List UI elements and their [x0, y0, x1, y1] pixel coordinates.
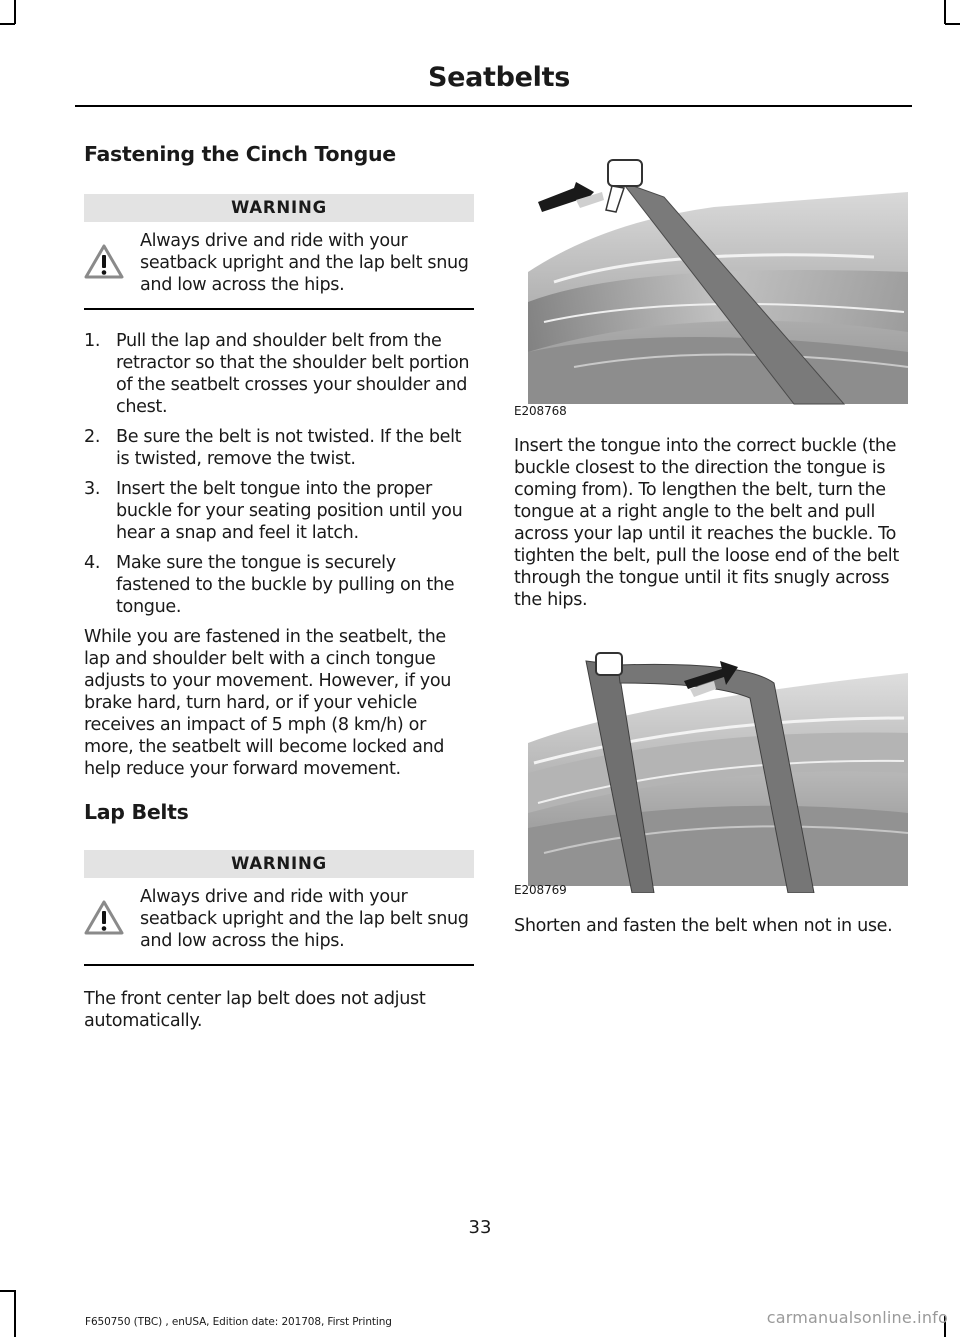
edition-footer: F650750 (TBC) , enUSA, Edition date: 201708, First Printing [85, 1316, 392, 1328]
seatbelt-tongue-illustration [514, 152, 908, 414]
tongue-paragraph: Insert the tongue into the correct buckle (the buckle closest to the direction the tongue is coming from). To lengthen the belt, turn the tongue at a right angle to the belt and pull across your lap until it reaches the buckle. To tighten the belt, pull the loose end of the belt through the tongue until it fits snugly across the hips. [514, 436, 899, 610]
warning-text: Always drive and ride with your seatback upright and the lap belt snug and low across the hips. [140, 231, 469, 295]
illustration-cinch-tongue [514, 152, 900, 418]
crop-mark [0, 23, 15, 25]
section-heading-lap-belts: Lap Belts [84, 800, 189, 824]
step-number: 3. [84, 479, 101, 499]
warning-triangle-icon [84, 244, 124, 280]
crop-mark [14, 1290, 16, 1337]
crop-mark [944, 0, 946, 24]
illustration-lap-belt [514, 643, 900, 897]
section-heading-cinch-tongue: Fastening the Cinch Tongue [84, 142, 396, 166]
warning-box [84, 850, 474, 966]
warning-box [84, 194, 474, 310]
step-number: 2. [84, 427, 101, 447]
step-number: 4. [84, 553, 101, 573]
warning-label: WARNING [84, 194, 474, 222]
list-item [84, 330, 474, 418]
figure-code: E208768 [514, 404, 567, 418]
page-title: Seatbelts [427, 62, 570, 93]
list-item [84, 426, 474, 470]
list-item [84, 478, 474, 544]
list-item [84, 552, 474, 618]
warning-body [84, 878, 474, 964]
warning-rule [84, 964, 474, 966]
step-text: Pull the lap and shoulder belt from the retractor so that the shoulder belt portion of the seatbelt crosses your shoulder and chest. [116, 331, 470, 417]
figure-code: E208769 [514, 883, 567, 897]
warning-label: WARNING [84, 850, 474, 878]
step-text: Insert the belt tongue into the proper buckle for your seating position until you hear a snap and feel it latch. [116, 479, 463, 543]
step-text: Make sure the tongue is securely fastened to the buckle by pulling on the tongue. [116, 553, 455, 617]
lap-paragraph: The front center lap belt does not adjust automatically. [84, 989, 426, 1031]
warning-text: Always drive and ride with your seatback upright and the lap belt snug and low across the hips. [140, 887, 469, 951]
header-rule [75, 105, 912, 107]
lap-belt-illustration [514, 643, 908, 893]
step-text: Be sure the belt is not twisted. If the belt is twisted, remove the twist. [116, 427, 462, 469]
page-number: 33 [468, 1217, 492, 1238]
warning-triangle-icon [84, 900, 124, 936]
left-column [84, 142, 474, 1032]
shorten-paragraph: Shorten and fasten the belt when not in use. [514, 916, 893, 936]
crop-mark [0, 1290, 15, 1292]
crop-mark [945, 23, 960, 25]
warning-body [84, 222, 474, 308]
warning-rule [84, 308, 474, 310]
crop-mark [14, 0, 16, 24]
right-column [514, 152, 909, 937]
step-number: 1. [84, 331, 101, 351]
steps-list [84, 330, 474, 618]
cinch-paragraph: While you are fastened in the seatbelt, the lap and shoulder belt with a cinch tongue adjusts to your movement. However, if you brake hard, turn hard, or if your vehicle receives an impact of 5 mph (8 km/h) or more, the seatbelt will become locked and help reduce your forward movement. [84, 627, 452, 779]
watermark: carmanualsonline.info [766, 1308, 948, 1327]
